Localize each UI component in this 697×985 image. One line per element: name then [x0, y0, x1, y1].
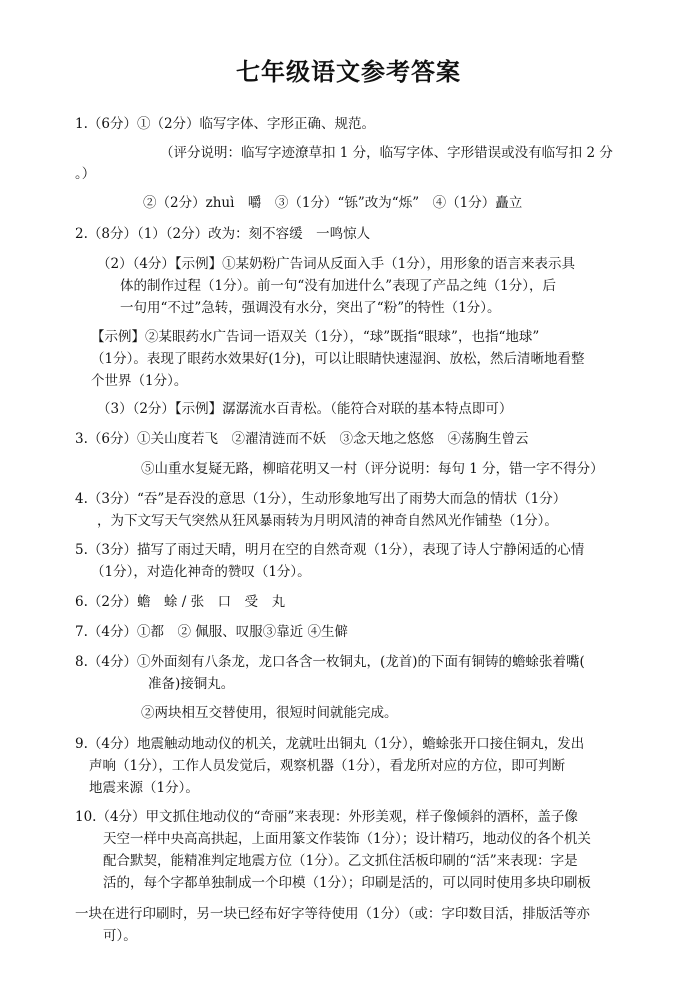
answer-line: ②（2分）zhuì 嚼 ③（1分）“铄”改为“烁” ④（1分）矗立	[143, 195, 523, 211]
answer-line: 3.（6分）①关山度若飞 ②濯清涟而不妖 ③念天地之悠悠 ④荡胸生曾云	[75, 431, 529, 447]
answer-line: 10.（4分）甲文抓住地动仪的“奇丽”来表现：外形美观，样子像倾斜的酒杯，盖子像	[75, 809, 578, 825]
answer-line: 可）。	[103, 928, 137, 944]
answer-line: （2）（4分）【示例】①某奶粉广告词从反面入手（1分），用形象的语言来表示具	[97, 256, 576, 272]
answer-line: 体的制作过程（1分）。前一句“没有加进什么”表现了产品之纯（1分），后	[120, 278, 556, 294]
answer-line: 8.（4分）①外面刻有八条龙，龙口各含一枚铜丸，(龙首)的下面有铜铸的蟾蜍张着嘴(	[75, 654, 585, 670]
answer-line: 个世界（1分）。	[91, 373, 188, 389]
answer-line: 9.（4分）地震触动地动仪的机关，龙就吐出铜丸（1分），蟾蜍张开口接住铜丸，发出	[75, 736, 585, 752]
answer-line: （3）（2分）【示例】潺潺流水百青松。（能符合对联的基本特点即可）	[97, 401, 513, 417]
answer-line: ⑤山重水复疑无路，柳暗花明又一村（评分说明：每句 1 分，错一字不得分）	[141, 461, 604, 477]
answer-line: 配合默契，能精准判定地震方位（1分）。乙文抓住活板印刷的“活”来表现：字是	[103, 853, 578, 869]
answer-line: 活的，每个字都单独制成一个印模（1分）；印刷是活的，可以同时使用多块印刷板	[103, 875, 591, 891]
page-title: 七年级语文参考答案	[236, 58, 461, 86]
answer-line: （评分说明：临写字迹潦草扣 1 分，临写字体、字形错误或没有临写扣 2 分	[160, 145, 613, 161]
answer-line: 地震来源（1分）。	[89, 780, 199, 796]
answer-line: 准备)接铜丸。	[148, 676, 235, 692]
answer-line: 4.（3分）“吞”是吞没的意思（1分），生动形象地写出了雨势大而急的情状（1分）	[75, 491, 567, 507]
answer-line: 6.（2分）蟾 蜍 / 张 口 受 丸	[75, 594, 286, 610]
answer-line: 一块在进行印刷时，另一块已经布好字等待使用（1分）（或：字印数目活，排版活等亦	[75, 906, 590, 922]
answer-line: 【示例】②某眼药水广告词一语双关（1分），“球”既指“眼球”，也指“地球”	[91, 329, 540, 345]
answer-line: 声响（1分），工作人员发觉后，观察机器（1分），看龙所对应的方位，即可判断	[89, 758, 566, 774]
answer-line: ②两块相互交替使用，很短时间就能完成。	[141, 705, 398, 721]
answer-line: ，为下文写天气突然从狂风暴雨转为月明风清的神奇自然风光作铺垫（1分）。	[97, 513, 558, 529]
answer-line: 2.（8分）（1）（2分）改为：刻不容缓 一鸣惊人	[75, 226, 371, 242]
answer-line: 天空一样中央高高拱起，上面用篆文作装饰（1分）；设计精巧，地动仪的各个机关	[103, 831, 591, 847]
answer-line: （1分）。表现了眼药水效果好(1分)，可以让眼睛快速湿润、放松，然后清晰地看整	[91, 351, 585, 367]
answer-line: （1分），对造化神奇的赞叹（1分）。	[91, 564, 311, 580]
answer-line: 1.（6分）①（2分）临写字体、字形正确、规范。	[75, 116, 376, 132]
answer-line: 7.（4分）①都 ② 佩服、叹服③靠近 ④生僻	[75, 624, 349, 640]
answer-line: 5.（3分）描写了雨过天晴，明月在空的自然奇观（1分），表现了诗人宁静闲适的心情	[75, 542, 585, 558]
answer-line: 。）	[75, 166, 96, 182]
answer-line: 一句用“不过”急转，强调没有水分，突出了“粉”的特性（1分）。	[120, 300, 501, 316]
